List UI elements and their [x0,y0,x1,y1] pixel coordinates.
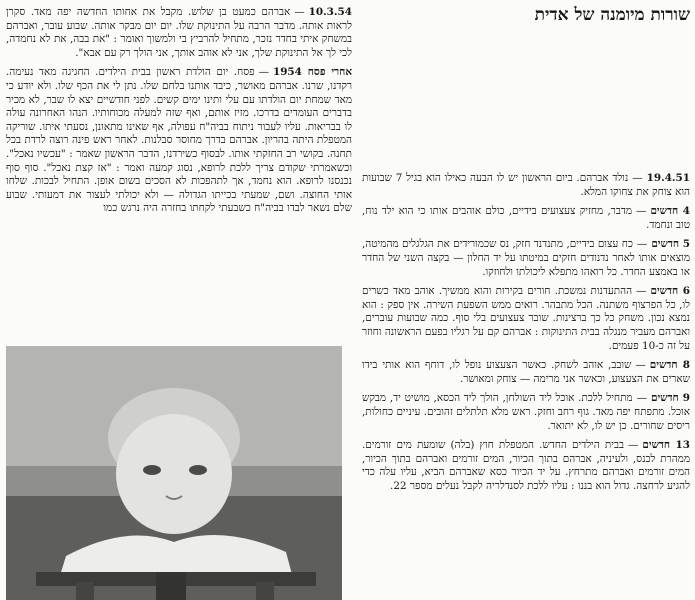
entry-text: מדבר, מחזיק צעצועים בידיים, כולם אוהבים אותו כי הוא ילד נוח, טוב ונחמד. [362,205,690,231]
entry-text: אברהם כמעט בן שלוש. מקבל את אחותו החדשה יפה מאד. סקרן לראות אותה. מדבר הרבה על התינוקת שלו. יום יום מבקר אותה. שבוע עובר, ואברהם במשחק איתי בחדר נזכר, מתחיל להרביץ בי ולמשוך ואומר : "את בבה, את לא נחמדה, לכי לך אל התינוקת שלך, אני לא אוהב אותך, אני הולך רק עם אבא". [6,6,352,59]
entry-date: 6 חדשים [650,285,690,298]
left-column [6,0,352,222]
diary-entry: 4 חדשים—מדבר, מחזיק צעצועים בידיים, כולם אוהבים אותו כי הוא ילד נוח, טוב ונחמד. [362,205,690,231]
diary-entry: אחרי פסח 1954—פסח. יום הולדת ראשון בבית הילדים. החגיגה מאד נעימה. רקדנו, שרנו. אברהם מאושר, כיבד אותנו בלחם שלו. נתן לי את הכף שלו. ולא יודע כי מאד שמחת יום הולדתו עם עלי ותינו ימים קשים. לפני חודשיים יצא לו שבר, לא מכיר בדברים העומדים בדרכו. מזיז אותם, ואף שזה למעלה מכוחותיו. הנהו האחרונה עולה לו בבריאות. עליו לעבור ניתוח בביה"ח עפולה, אף שאינו מתאונן, נסעתי איתו. שוריקה המטפלת היתה בהריון. אברהם בדרך מחוסר סבלנות. לאחר ראש פינה רוצה לרדת בכל תחנה. בקושי רב החזקתי אותו. לבסוף כשירדנו, הדבר הראשון שאמר : "עכשיו נאכל". וכשאמרתי שקודם צריך ללכת לרופא, נסוג קמעה ואמר : "אז קצת נאכל". סוף סוף נכנסנו לרופא. הוא נחמד, אך לתהפכות לא הסכים בשום אופן. התחיל לבכות. שלחו אותי החוצה. ושם, שמעתי בכייתו הגדולה — ולא יכולתי לעצור את דמעותי. שבוע שלם נשאר לבדו בביה"ח כשבעתי לקחתו בחזרה היה נרגש כמו [6,66,352,215]
entry-text: שובב, אוהב לשחק. כאשר הצעצוע נופל לו, דוחף הוא אותי בידו שארים את הצעצוע, וכאשר אני מרימה — צוחק ומאושר. [362,359,690,385]
entry-date: 9 חדשים [650,392,690,405]
entry-date: 10.3.54 [308,6,352,18]
entry-text: מתחיל ללכת. אוכל ליד השולחן, הולך ליד הכסא, מושיט יד, מבקש אוכל. מתפתח יפה מאד. גוף רחב וחזק. ראש מלא תלתלים זהובים. עיניים כחולות, ריסים שחורים. כן יש לו, לא יתואר. [362,392,690,432]
entry-text: בבית הילדים החדש. המטפלת חוץ (בלה) שומעת מים זורמים. ממהרת לכנס, ולעיניה, אברהם בתוך הכיור, המים זורמים ואברהם בתוך הכיור, המים זורמים ואברהם מתרחץ. על יד הכיור כסא שאברהם הביא, עליו עלה כדי להגיע לרחצה. גדול הוא בננו : עליו ללכת לסנדלריה לקבל נעלים מספר 22. [362,439,690,492]
entry-date: 5 חדשים [651,238,690,251]
entry-date: 4 חדשים [650,205,690,218]
entry-text: פסח. יום הולדת ראשון בבית הילדים. החגיגה מאד נעימה. רקדנו, שרנו. אברהם מאושר, כיבד אותנו בלחם שלו. נתן לי את הכף שלו. ולא יודע כי מאד שמחת יום הולדתו עם עלי ותינו ימים קשים. לפני חודשיים יצא לו שבר, לא מכיר בדברים העומדים בדרכו. מזיז אותם, ואף שזה למעלה מכוחותיו. הנהו האחרונה עולה לו בבריאות. עליו לעבור ניתוח בביה"ח עפולה, אף שאינו מתאונן, נסעתי איתו. שוריקה המטפלת היתה בהריון. אברהם בדרך מחוסר סבלנות. לאחר ראש פינה רוצה לרדת בכל תחנה. בקושי רב החזקתי אותו. לבסוף כשירדנו, הדבר הראשון שאמר : "עכשיו נאכל". וכשאמרתי שקודם צריך ללכת לרופא, נסוג קמעה ואמר : "אז קצת נאכל". סוף סוף נכנסנו לרופא. הוא נחמד, אך לתהפכות לא הסכים בשום אופן. התחיל לבכות. שלחו אותי החוצה. ושם, שמעתי בכייתו הגדולה — ולא יכולתי לעצור את דמעותי. שבוע שלם נשאר לבדו בביה"ח כשבעתי לקחתו בחזרה היה נרגש כמו [6,66,352,215]
entry-date: 19.4.51 [646,172,691,184]
diary-entry: 9 חדשים—מתחיל ללכת. אוכל ליד השולחן, הולך ליד הכסא, מושיט יד, מבקש אוכל. מתפתח יפה מאד. גוף רחב וחזק. ראש מלא תלתלים זהובים. עיניים כחולות, ריסים שחורים. כן יש לו, לא יתואר. [362,392,690,432]
entry-text: ההתעדנות נמשכת. חורים בקירות והוא ממשיך. אוהב מאד כשרים לו, כל הפרצוף משתנה. הכל מתבהר. רואים ממש השפעת השירה. אין ספק : הוא נמצא נכון. משחק כל כך ברצינות. שובר צעצועים בלי סוף. כמה שבועות עוברים, ואברהם מעביר מנגלה בבית התינוקות : אברהם קם על רגליו בפעם הראשונה וחוזר על זה כ-10 פעמים. [362,285,690,352]
right-column [362,0,690,499]
article-title: שורות מיומנה של אדית [534,5,690,25]
entry-text: נולד אברהם. ביום הראשון יש לו הבעה כאילו הוא בגיל 7 שבועות הוא צוחק את צחוקו המלא. [362,172,690,198]
entry-date: 8 חדשים [649,359,690,372]
entry-date: אחרי פסח 1954 [272,66,352,79]
right-entries [362,172,690,493]
entry-date: 13 חדשים [642,439,690,452]
toddler-photo-drawing [6,346,342,600]
entry-text: כח עצום בידיים, מתנדנד חזק, נס שכמורידים את הגלגלים מהמיטה, מוצאים אותו לאחר נדנודים חזקים במיטתו על יד החלון — בקצה השני של החדר או באמצע החדר. כל רואהו מתפלא ליכולתו ולחוזקו. [362,238,690,278]
left-entries [6,6,352,216]
diary-entry: 6 חדשים—ההתעדנות נמשכת. חורים בקירות והוא ממשיך. אוהב מאד כשרים לו, כל הפרצוף משתנה. הכל מתבהר. רואים ממש השפעת השירה. אין ספק : הוא נמצא נכון. משחק כל כך ברצינות. שובר צעצועים בלי סוף. כמה שבועות עוברים, ואברהם מעביר מנגלה בבית התינוקות : אברהם קם על רגליו בפעם הראשונה וחוזר על זה כ-10 פעמים. [362,285,690,352]
diary-entry: 5 חדשים—כח עצום בידיים, מתנדנד חזק, נס שכמורידים את הגלגלים מהמיטה, מוצאים אותו לאחר נדנודים חזקים במיטתו על יד החלון — בקצה השני של החדר או באמצע החדר. כל רואהו מתפלא ליכולתו ולחוזקו. [362,238,690,278]
diary-entry: 19.4.51—נולד אברהם. ביום הראשון יש לו הבעה כאילו הוא בגיל 7 שבועות הוא צוחק את צחוקו המלא. [362,172,691,198]
diary-entry: 10.3.54—אברהם כמעט בן שלוש. מקבל את אחותו החדשה יפה מאד. סקרן לראות אותה. מדבר הרבה על התינוקת שלו. יום יום מבקר אותה. שבוע עובר, ואברהם במשחק איתי בחדר נזכר, מתחיל להרביץ בי ולמשוך ואומר : "את בבה, את לא נחמדה, לכי לך אל התינוקת שלך, אני לא אוהב אותך, אני הולך רק עם אבא". [6,6,352,59]
diary-entry: 8 חדשים—שובב, אוהב לשחק. כאשר הצעצוע נופל לו, דוחף הוא אותי בידו שארים את הצעצוע, וכאשר אני מרימה — צוחק ומאושר. [362,359,690,385]
toddler-photo [6,346,342,600]
diary-entry: 13 חדשים—בבית הילדים החדש. המטפלת חוץ (בלה) שומעת מים זורמים. ממהרת לכנס, ולעיניה, אברהם בתוך הכיור, המים זורמים ואברהם בתוך הכיור, המים זורמים ואברהם מתרחץ. על יד הכיור כסא שאברהם הביא, עליו עלה כדי להגיע לרחצה. גדול הוא בננו : עליו ללכת לסנדלריה לקבל נעלים מספר 22. [362,439,690,492]
